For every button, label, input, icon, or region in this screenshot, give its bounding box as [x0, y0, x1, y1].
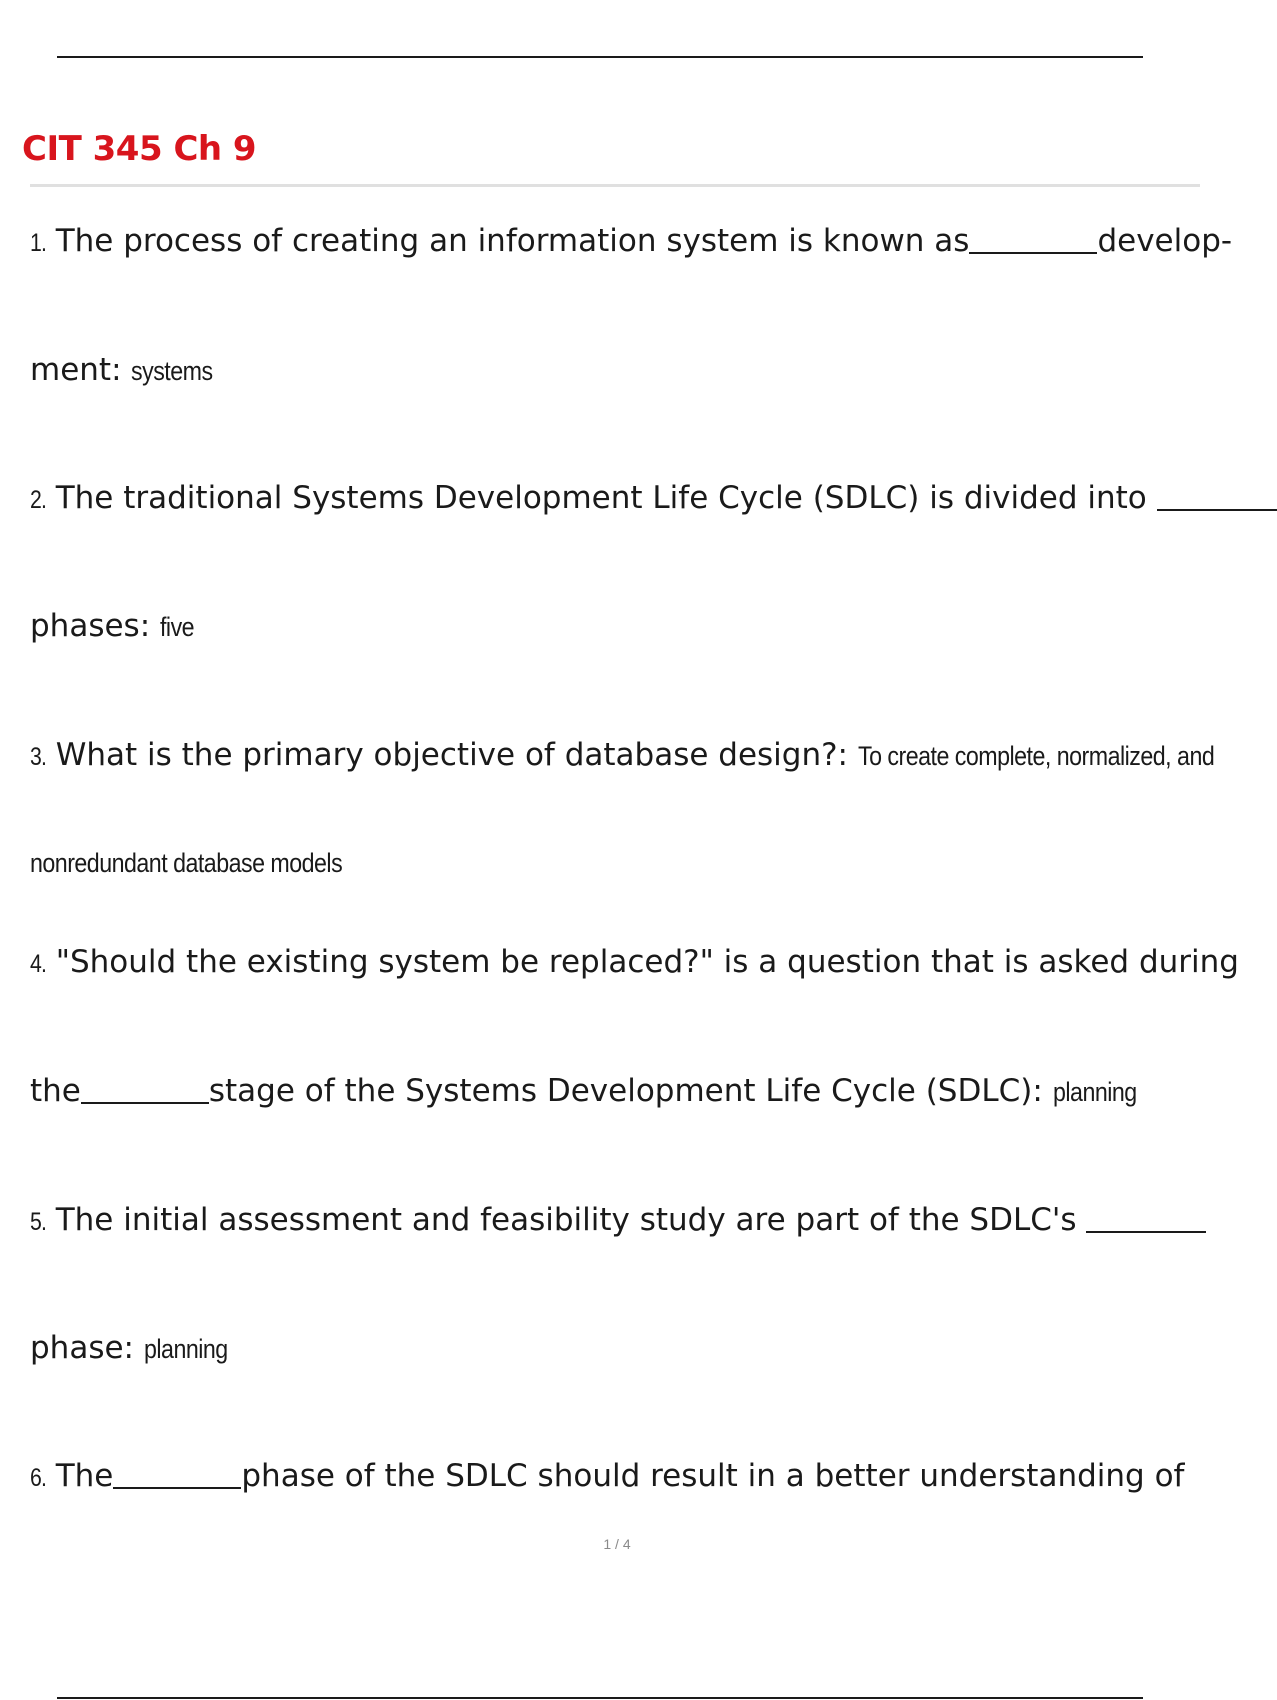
question-4-answer: planning — [1052, 1077, 1137, 1107]
question-3-line-1 — [30, 733, 1272, 779]
question-3-answer: To create complete, normalized, and — [857, 741, 1215, 771]
question-2-line-2 — [30, 604, 200, 649]
question-2-line-1 — [30, 476, 1277, 522]
question-3-text: What is the primary objective of database design?: — [55, 737, 849, 773]
question-2-blank — [1157, 509, 1277, 511]
question-5-line-1 — [30, 1198, 1206, 1244]
question-5-number: 5. — [30, 1208, 47, 1236]
question-4-text-start: the — [30, 1073, 81, 1109]
question-3-line-2 — [30, 840, 393, 885]
question-6-blank — [113, 1487, 241, 1489]
question-6-number: 6. — [30, 1464, 47, 1492]
page-bottom-rule — [57, 1697, 1143, 1699]
question-3-number: 3. — [30, 743, 47, 771]
question-6-text-start: The — [55, 1458, 114, 1494]
question-1-answer: systems — [131, 356, 213, 386]
question-1-line-1 — [30, 219, 1232, 265]
question-2-text: The traditional Systems Development Life Cycle (SDLC) is divided into — [55, 480, 1147, 516]
question-5-text-end: phase: — [30, 1330, 134, 1366]
document-title: CIT 345 Ch 9 — [22, 129, 257, 169]
question-2-number: 2. — [30, 486, 47, 514]
question-1-blank — [969, 252, 1097, 254]
question-1-number: 1. — [30, 229, 47, 257]
question-4-text: "Should the existing system be replaced?" is a question that is asked during — [55, 944, 1239, 980]
question-1-text: The process of creating an information system is known as — [55, 223, 970, 259]
question-5-blank — [1086, 1231, 1206, 1233]
question-4-line-1 — [30, 940, 1239, 986]
question-4-blank — [81, 1102, 209, 1104]
title-divider — [30, 184, 1200, 187]
question-6-line-1 — [30, 1454, 1184, 1500]
question-5-answer: planning — [143, 1334, 228, 1364]
question-5-text: The initial assessment and feasibility study are part of the SDLC's — [55, 1202, 1077, 1238]
page-number: 1 / 4 — [603, 1536, 631, 1552]
question-5-line-2 — [30, 1326, 241, 1371]
question-1-text-continued: develop- — [1097, 223, 1233, 259]
page-top-rule — [57, 56, 1143, 58]
question-1-line-2 — [30, 348, 226, 393]
question-4-number: 4. — [30, 950, 47, 978]
question-2-text-end: phases: — [30, 608, 151, 644]
question-1-text-end: ment: — [30, 352, 122, 388]
question-4-text-continued: stage of the Systems Development Life Cycle (SDLC): — [208, 1073, 1043, 1109]
question-2-answer: five — [160, 612, 195, 642]
question-6-text-continued: phase of the SDLC should result in a better understanding of — [241, 1458, 1185, 1494]
question-3-answer-continued: nonredundant database models — [30, 848, 343, 878]
question-4-line-2 — [30, 1069, 1150, 1114]
